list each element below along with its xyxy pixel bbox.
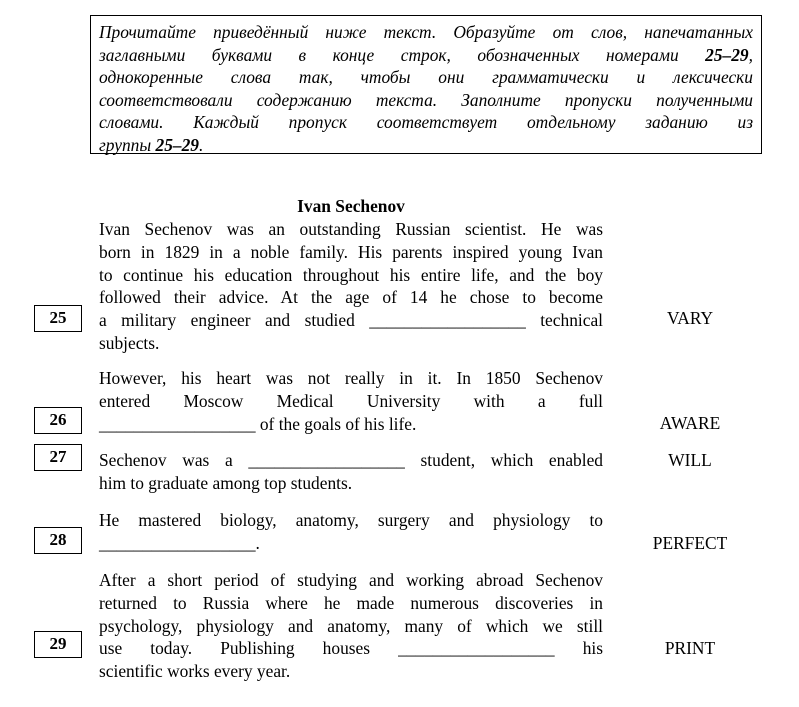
text-line: After a short period of studying and working abroad Sechenov — [99, 570, 603, 590]
instruction-line: соответствовали содержанию текста. Заполните пропуски полученными — [99, 89, 753, 110]
paragraph-25 — [99, 218, 603, 355]
text-line: use today. Publishing houses __________________ his — [99, 638, 603, 659]
keyword: AWARE — [659, 413, 721, 433]
text-line: scientific works every year. — [99, 661, 291, 682]
text-line: __________________ of the goals of his life. — [99, 413, 417, 434]
text-title: Ivan Sechenov — [297, 196, 405, 216]
instruction-box — [90, 15, 762, 154]
keyword: VARY — [666, 308, 714, 328]
text-line: psychology, physiology and anatomy, many of which we still — [99, 615, 603, 636]
keyword: PERFECT — [652, 533, 728, 553]
instruction-line: группы 25–29. — [99, 134, 204, 155]
instruction-line: Прочитайте приведённый ниже текст. Образуйте от слов, напечатанных — [99, 22, 753, 42]
text-line: He mastered biology, anatomy, surgery and physiology to — [99, 510, 603, 530]
paragraph-28 — [99, 509, 603, 555]
task-number-box: 27 — [34, 444, 82, 471]
text-line: Sechenov was a __________________ student, which enabled — [99, 450, 603, 470]
text-line: born in 1829 in a noble family. His parents inspired young Ivan — [99, 241, 603, 262]
text-line: returned to Russia where he made numerous discoveries in — [99, 592, 603, 613]
text-line: entered Moscow Medical University with a full — [99, 390, 603, 411]
paragraph-26 — [99, 367, 603, 435]
text-line: subjects. — [99, 332, 160, 353]
text-line: Ivan Sechenov was an outstanding Russian scientist. He was — [99, 219, 603, 239]
instruction-line: однокоренные слова так, чтобы они грамматически и лексически — [99, 67, 753, 88]
keyword: PRINT — [664, 638, 716, 658]
task-number-box: 29 — [34, 631, 82, 658]
instruction-line: заглавными буквами в конце строк, обозначенных номерами 25–29, — [99, 44, 753, 65]
task-number-box: 28 — [34, 527, 82, 554]
text-line: to continue his education throughout his entire life, and the boy — [99, 264, 603, 285]
keyword: WILL — [668, 450, 712, 470]
task-number-box: 25 — [34, 305, 82, 332]
paragraph-27 — [99, 449, 603, 495]
text-line: a military engineer and studied __________________ technical — [99, 310, 603, 331]
text-line: him to graduate among top students. — [99, 472, 353, 493]
task-number-box: 26 — [34, 407, 82, 434]
text-line: followed their advice. At the age of 14 he chose to become — [99, 287, 603, 308]
text-line: However, his heart was not really in it. In 1850 Sechenov — [99, 368, 603, 388]
instruction-line: словами. Каждый пропуск соответствует отдельному заданию из — [99, 112, 753, 133]
paragraph-29 — [99, 569, 603, 683]
text-line: __________________. — [99, 532, 260, 553]
